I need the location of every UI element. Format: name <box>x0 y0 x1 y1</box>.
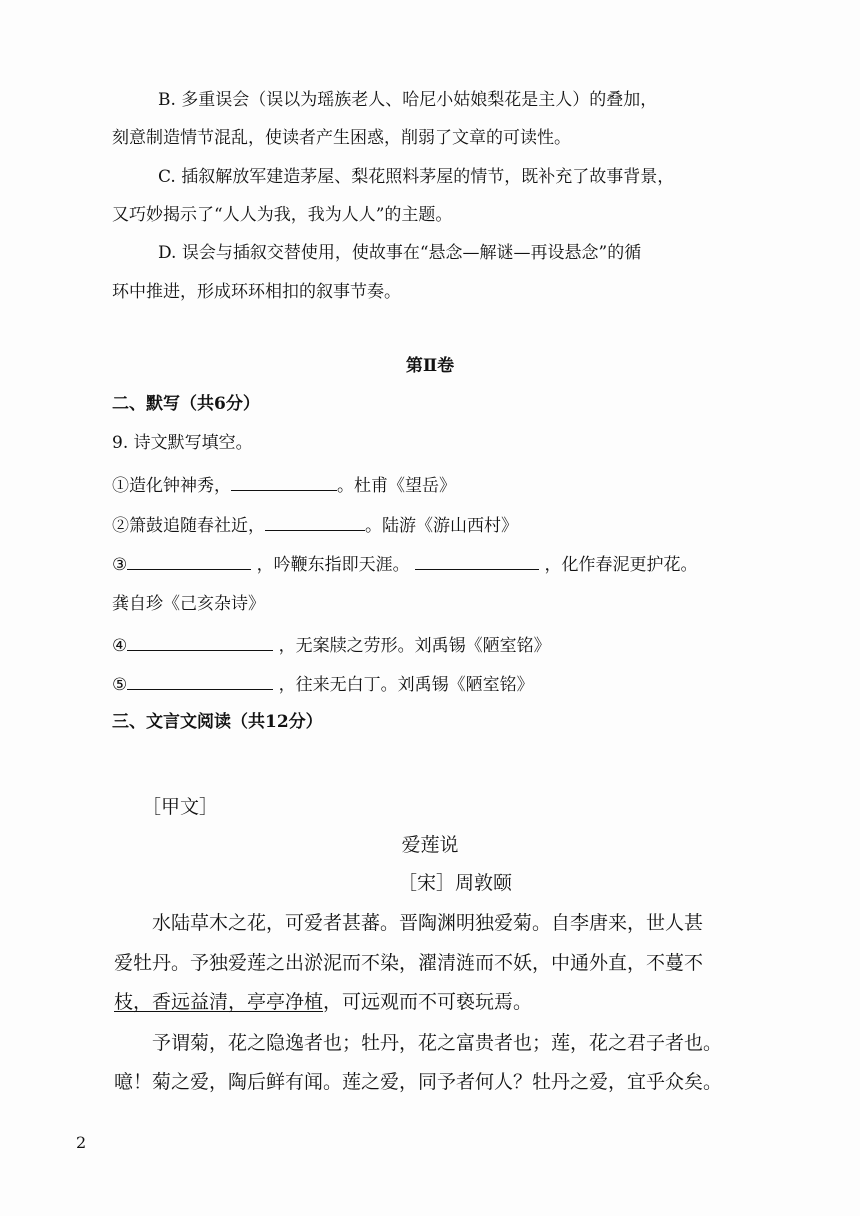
essay-author: ［宋］周敦颐 <box>398 872 513 894</box>
fill-item-4-suffix: ，无案牍之劳形。刘禹锡《陋室铭》 <box>278 636 551 656</box>
answer-blank-3a[interactable] <box>127 551 251 570</box>
fill-item-2 <box>112 512 518 538</box>
fill-item-4-prefix: ④ <box>112 636 128 656</box>
fill-item-5-suffix: ，往来无白丁。刘禹锡《陋室铭》 <box>278 675 534 695</box>
fill-item-2-prefix: ②箫鼓追随春社近， <box>112 516 265 536</box>
volume-title: 第Ⅱ卷 <box>405 356 455 376</box>
answer-blank-1[interactable] <box>231 472 337 491</box>
fill-item-4 <box>112 632 551 658</box>
essay-p2-line1: 予谓菊，花之隐逸者也；牡丹，花之富贵者也；莲，花之君子者也。 <box>152 1032 723 1054</box>
fill-item-3 <box>112 551 697 577</box>
answer-blank-5[interactable] <box>127 671 273 690</box>
section3-heading: 三、文言文阅读（共12分） <box>112 712 323 732</box>
underlined-phrase: 枝，香远益清，亭亭净植 <box>114 991 324 1013</box>
fill-item-3-prefix: ③ <box>112 555 128 575</box>
essay-p2-line2: 噫！菊之爱，陶后鲜有闻。莲之爱，同予者何人？牡丹之爱，宜乎众矣。 <box>114 1071 723 1093</box>
page-number: 2 <box>76 1133 87 1152</box>
essay-p1-line3-rest: ，可远观而不可亵玩焉。 <box>323 991 533 1013</box>
fill-item-1-prefix: ①造化钟神秀， <box>112 476 231 496</box>
essay-p1-line2: 爱牡丹。予独爱莲之出淤泥而不染，濯清涟而不妖，中通外直，不蔓不 <box>114 952 704 974</box>
option-c-line2: 又巧妙揭示了“人人为我，我为人人”的主题。 <box>112 205 453 225</box>
essay-title: 爱莲说 <box>401 834 459 856</box>
option-d-line1: D. 误会与插叙交替使用，使故事在“悬念—解谜—再设悬念”的循 <box>158 243 642 263</box>
fill-item-3-suffix: ，化作春泥更护花。 <box>544 555 698 575</box>
fill-item-5-prefix: ⑤ <box>112 675 128 695</box>
question-9: 9. 诗文默写填空。 <box>112 433 253 453</box>
fill-item-3-author: 龚自珍《己亥杂诗》 <box>112 594 265 614</box>
fill-item-1-suffix: 。杜甫《望岳》 <box>337 476 456 496</box>
option-c-line1: C. 插叙解放军建造茅屋、梨花照料茅屋的情节，既补充了故事背景， <box>158 167 675 187</box>
fill-item-5 <box>112 671 534 697</box>
fill-item-2-suffix: 。陆游《游山西村》 <box>365 516 518 536</box>
option-b-line2: 刻意制造情节混乱，使读者产生困惑，削弱了文章的可读性。 <box>112 128 571 148</box>
fill-item-1 <box>112 472 456 498</box>
option-d-line2: 环中推进，形成环环相扣的叙事节奏。 <box>112 282 401 302</box>
essay-p1-line3 <box>114 989 532 1015</box>
answer-blank-2[interactable] <box>265 512 365 531</box>
answer-blank-3b[interactable] <box>415 551 539 570</box>
section2-heading: 二、默写（共6分） <box>112 394 260 414</box>
answer-blank-4[interactable] <box>127 632 273 651</box>
option-b-line1: B. 多重误会（误以为瑶族老人、哈尼小姑娘梨花是主人）的叠加， <box>158 90 658 110</box>
fill-item-3-middle: ，吟鞭东指即天涯。 <box>256 555 410 575</box>
essay-p1-line1: 水陆草木之花，可爱者甚蕃。晋陶渊明独爱菊。自李唐来，世人甚 <box>152 912 704 934</box>
text-a-label: ［甲文］ <box>142 796 219 818</box>
